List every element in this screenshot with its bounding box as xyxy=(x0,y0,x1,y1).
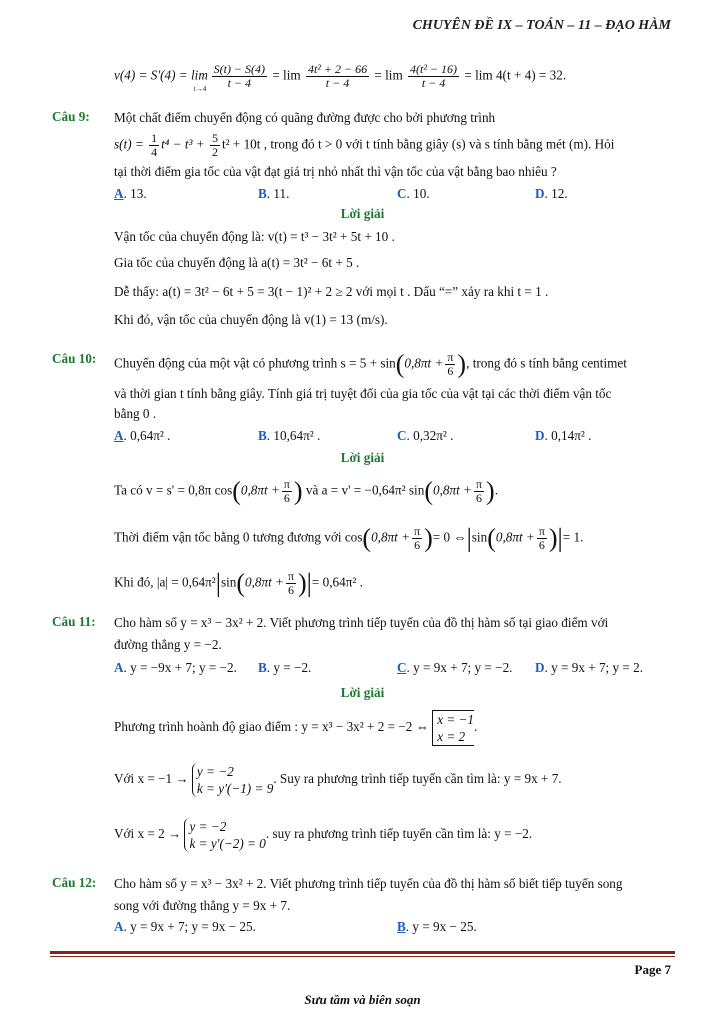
q11-text: Cho hàm số y = x³ − 3x² + 2. Viết phương trình tiếp tuyến của đồ thị hàm số tại giao điểm với xyxy=(114,615,609,630)
q11-option-c[interactable]: C. y = 9x + 7; y = −2. xyxy=(397,660,513,675)
q11-sol-line: Phương trình hoành độ giao điểm : y = x³ − 3x² + 2 = −2 ⇔ x = −1 x = 2 . xyxy=(114,712,478,744)
q10-text-3: bằng 0 . xyxy=(114,406,157,421)
q11-option-a[interactable]: A. y = −9x + 7; y = −2. xyxy=(114,660,237,675)
q9-sol-line: Khi đó, vận tốc của chuyển động là v(1) = 13 (m/s). xyxy=(114,312,388,327)
q12-option-b[interactable]: B. y = 9x − 25. xyxy=(397,919,477,934)
q10-option-d[interactable]: D. 0,14π² . xyxy=(535,428,592,443)
q9-solution-title: Lời giải xyxy=(340,206,385,221)
q11-option-d[interactable]: D. y = 9x + 7; y = 2. xyxy=(535,660,644,675)
question-10-label: Câu 10: xyxy=(52,351,97,366)
q11-text-2: đường thẳng y = −2. xyxy=(114,637,222,652)
q9-text: Một chất điểm chuyển động có quãng đường được cho bởi phương trình xyxy=(114,110,496,125)
question-12-label: Câu 12: xyxy=(52,875,97,890)
q10-text-2: và thời gian t tính bằng giây. Tính giá trị tuyệt đối của gia tốc của vật tại các thời điểm vận tốc xyxy=(114,386,612,401)
q12-text-2: song với đường thẳng y = 9x + 7. xyxy=(114,898,291,913)
q10-text: Chuyển động của một vật có phương trình s = 5 + sin(0,8πt + $\frac{\pi}{6}$ ), trong đó s tính bằng centimet xyxy=(114,349,627,379)
footer-note: Sưu tầm và biên soạn xyxy=(304,992,421,1007)
q10-sol-line: Khi đó, |a| = 0,64π²|sin(0,8πt + $\frac{\pi}{6}$ )|= 0,64π² . xyxy=(114,568,363,598)
header-title: CHUYÊN ĐỀ IX – TOÁN – 11 – ĐẠO HÀM xyxy=(412,18,671,33)
q9-formula: s(t) = $\frac{1}{4}$ t⁴ − t³ + $\frac{5}{2}$ t² + 10t , trong đó t > 0 với t tính bằng giây (s) và s tính bằng mét (m). Hỏi xyxy=(114,131,615,159)
page-number: Page 7 xyxy=(634,962,671,977)
q11-solution-title: Lời giải xyxy=(340,685,385,700)
q12-text: Cho hàm số y = x³ − 3x² + 2. Viết phương trình tiếp tuyến của đồ thị hàm số biết tiếp tuyến song xyxy=(114,876,623,891)
q9-option-a[interactable]: A. 13. xyxy=(114,186,147,201)
question-11-label: Câu 11: xyxy=(52,614,96,629)
q10-option-b[interactable]: B. 10,64π² . xyxy=(258,428,321,443)
q9-text-3: tại thời điểm gia tốc của vật đạt giá trị nhỏ nhất thì vận tốc của vật bằng bao nhiêu ? xyxy=(114,164,557,179)
q10-option-a[interactable]: A. 0,64π² . xyxy=(114,428,171,443)
q9-sol-line: Gia tốc của chuyển động là a(t) = 3t² − 6t + 5 . xyxy=(114,255,360,270)
q9-sol-line: Dễ thấy: a(t) = 3t² − 6t + 5 = 3(t − 1)² + 2 ≥ 2 với mọi t . Dấu “=” xảy ra khi t = 1 . xyxy=(114,284,549,299)
q11-option-b[interactable]: B. y = −2. xyxy=(258,660,312,675)
q9-sol-line: Vận tốc của chuyển động là: v(t) = t³ − 3t² + 5t + 10 . xyxy=(114,229,395,244)
q10-solution-title: Lời giải xyxy=(340,450,385,465)
q10-sol-line: Ta có v = s' = 0,8π cos(0,8πt + $\frac{\pi}{6}$ ) và a = v' = −0,64π² sin(0,8πt + $\frac{\pi}{6}$ ). xyxy=(114,476,498,506)
q10-option-c[interactable]: C. 0,32π² . xyxy=(397,428,454,443)
q9-option-c[interactable]: C. 10. xyxy=(397,186,430,201)
q11-sol-line: Với x = −1 → y = −2 k = y'(−1) = 9 . Suy ra phương trình tiếp tuyến cần tìm là: y = 9x + 7. xyxy=(114,764,562,796)
question-9-label: Câu 9: xyxy=(52,109,90,124)
q11-sol-line: Với x = 2 → y = −2 k = y'(−2) = 0 . suy ra phương trình tiếp tuyến cần tìm là: y = −2. xyxy=(114,819,533,851)
footer-rule xyxy=(50,951,675,954)
limit-equation: v(4) = S'(4) = lim t→4 $\frac{S(t) - S(4)}{t - 4}$ = lim $\frac{\text{4t² + 2 − 66}}{t - 4}$ = lim $\frac{\text{4(t² − 16)}}{t - 4}$ = lim 4(t + 4) = 32. xyxy=(114,62,567,93)
footer-rule-thin xyxy=(50,956,675,957)
q10-sol-line: Thời điểm vận tốc bằng 0 tương đương với cos(0,8πt + $\frac{\pi}{6}$ )= 0 ⇔|sin(0,8πt + $\frac{\pi}{6}$ )|= 1. xyxy=(114,523,584,553)
q9-option-b[interactable]: B. 11. xyxy=(258,186,290,201)
q12-option-a[interactable]: A. y = 9x + 7; y = 9x − 25. xyxy=(114,919,256,934)
q9-option-d[interactable]: D. 12. xyxy=(535,186,568,201)
